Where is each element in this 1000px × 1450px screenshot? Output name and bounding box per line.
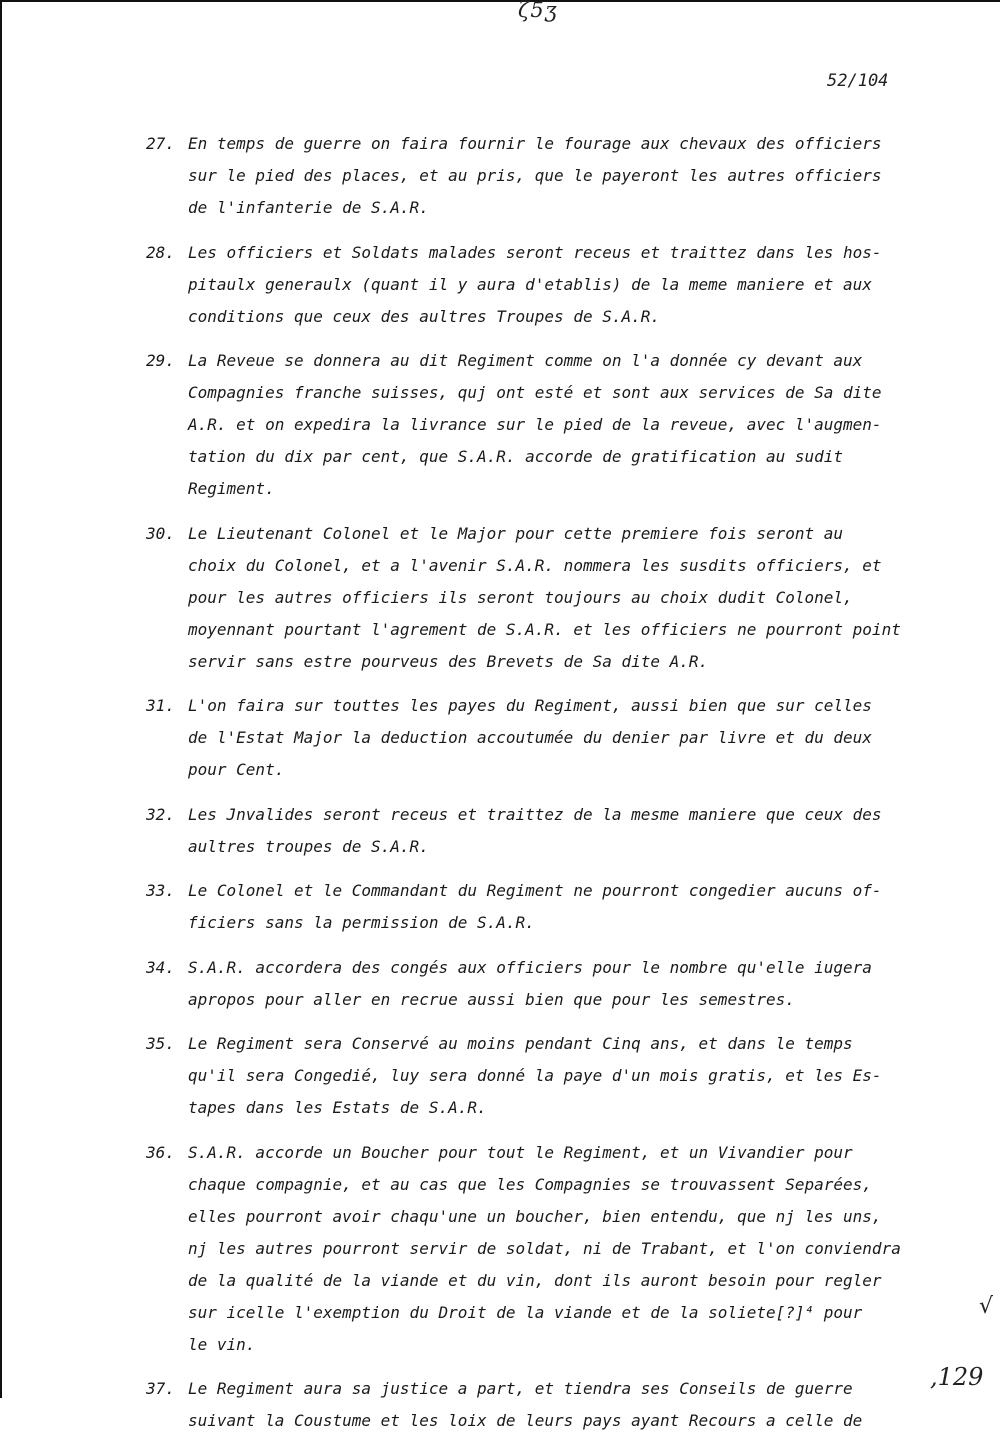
text-line: nj les autres pourront servir de soldat, ni de Trabant, et l'on conviendra: [188, 1238, 901, 1258]
text-line: S.A.R. accordera des congés aux officiers pour le nombre qu'elle iugera: [188, 957, 872, 977]
text-line: suivant la Coustume et les loix de leurs pays ayant Recours a celle de: [188, 1411, 863, 1430]
text-line: le vin.: [188, 1334, 256, 1354]
article-paragraph: [146, 518, 946, 678]
article-number: 27.: [146, 134, 175, 153]
document-body: [146, 128, 946, 1450]
article-paragraph: [146, 799, 946, 863]
article-text: [188, 237, 946, 333]
page-border-top: [0, 0, 1000, 2]
text-line: tation du dix par cent, que S.A.R. accorde de gratification au sudit: [188, 447, 844, 466]
article-paragraph: [146, 1137, 946, 1361]
text-line: Le Regiment sera Conservé au moins pendant Cinq ans, et dans le temps: [188, 1034, 853, 1053]
article-number: 30.: [146, 523, 175, 543]
text-line: Les officiers et Soldats malades seront receus et traittez dans les hos-: [188, 242, 882, 262]
article-number: 28.: [146, 242, 175, 262]
article-text: [188, 875, 946, 939]
text-line: servir sans estre pourveus des Brevets de Sa dite A.R.: [188, 651, 709, 671]
article-text: [188, 690, 946, 786]
text-line: apropos pour aller en recrue aussi bien que pour les semestres.: [188, 989, 795, 1009]
article-text: [188, 128, 946, 224]
article-paragraph: [146, 1028, 946, 1124]
article-paragraph: [146, 345, 946, 505]
article-number: 36.: [146, 1142, 175, 1162]
text-line: ficiers sans la permission de S.A.R.: [188, 913, 535, 932]
article-paragraph: [146, 237, 946, 333]
text-line: Les Jnvalides seront receus et traittez de la mesme maniere que ceux des: [188, 804, 882, 824]
text-line: moyennant pourtant l'agrement de S.A.R. et les officiers ne pourront point: [188, 619, 901, 639]
text-line: sur le pied des places, et au pris, que le payeront les autres officiers: [188, 166, 882, 185]
text-line: pitaulx generaulx (quant il y aura d'etablis) de la meme maniere et aux: [188, 274, 872, 294]
page-reference: 52/104: [827, 71, 889, 91]
text-line: de l'infanterie de S.A.R.: [188, 198, 429, 217]
article-text: [188, 345, 946, 505]
article-text: [188, 799, 946, 863]
text-line: de l'Estat Major la deduction accoutumée du denier par livre et du deux: [188, 728, 872, 747]
text-line: En temps de guerre on faira fournir le fourage aux chevaux des officiers: [188, 134, 882, 153]
article-text: [188, 952, 946, 1016]
text-line: Regiment.: [188, 479, 275, 498]
article-number: 31.: [146, 696, 175, 715]
text-line: S.A.R. accorde un Boucher pour tout le Regiment, et un Vivandier pour: [188, 1142, 853, 1162]
article-paragraph: [146, 952, 946, 1016]
article-number: 32.: [146, 804, 175, 824]
text-line: tapes dans les Estats de S.A.R.: [188, 1098, 487, 1117]
text-line: Le Colonel et le Commandant du Regiment ne pourront congedier aucuns of-: [188, 881, 882, 900]
text-line: Le Regiment aura sa justice a part, et tiendra ses Conseils de guerre: [188, 1379, 853, 1398]
article-text: [188, 518, 946, 678]
handwritten-folio-number: ,129: [930, 1363, 984, 1391]
article-text: [188, 1373, 946, 1437]
text-line: L'on faira sur touttes les payes du Regiment, aussi bien que sur celles: [188, 696, 872, 715]
text-line: Compagnies franche suisses, quj ont esté et sont aux services de Sa dite: [188, 383, 882, 402]
text-line: pour Cent.: [188, 760, 285, 779]
article-number: 29.: [146, 351, 175, 370]
article-number: 33.: [146, 881, 175, 900]
text-line: qu'il sera Congedié, luy sera donné la paye d'un mois gratis, et les Es-: [188, 1066, 882, 1085]
text-line: de la qualité de la viande et du vin, dont ils auront besoin pour regler: [188, 1270, 882, 1290]
article-number: 35.: [146, 1034, 175, 1053]
handwritten-folio-mark: ζ5ʒ: [518, 0, 558, 22]
text-line: choix du Colonel, et a l'avenir S.A.R. nommera les susdits officiers, et: [188, 555, 882, 575]
article-number: 34.: [146, 957, 175, 977]
article-paragraph: [146, 128, 946, 224]
text-line: conditions que ceux des aultres Troupes de S.A.R.: [188, 306, 661, 326]
article-paragraph: [146, 690, 946, 786]
text-line: pour les autres officiers ils seront toujours au choix dudit Colonel,: [188, 587, 853, 607]
text-line: A.R. et on expedira la livrance sur le pied de la reveue, avec l'augmen-: [188, 415, 882, 434]
article-number: 37.: [146, 1379, 175, 1398]
handwritten-check-mark: √: [979, 1294, 994, 1319]
article-text: [188, 1137, 946, 1361]
text-line: La Reveue se donnera au dit Regiment comme on l'a donnée cy devant aux: [188, 351, 863, 370]
article-paragraph: [146, 1373, 946, 1437]
text-line: elles pourront avoir chaqu'une un boucher, bien entendu, que nj les uns,: [188, 1206, 882, 1226]
text-line: chaque compagnie, et au cas que les Compagnies se trouvassent Separées,: [188, 1174, 872, 1194]
text-line: Le Lieutenant Colonel et le Major pour cette premiere fois seront au: [188, 523, 844, 543]
article-paragraph: [146, 875, 946, 939]
text-line: aultres troupes de S.A.R.: [188, 836, 429, 856]
article-text: [188, 1028, 946, 1124]
text-line: sur icelle l'exemption du Droit de la viande et de la soliete[?]⁴ pour: [188, 1302, 863, 1322]
page-border-left: [0, 0, 2, 1398]
